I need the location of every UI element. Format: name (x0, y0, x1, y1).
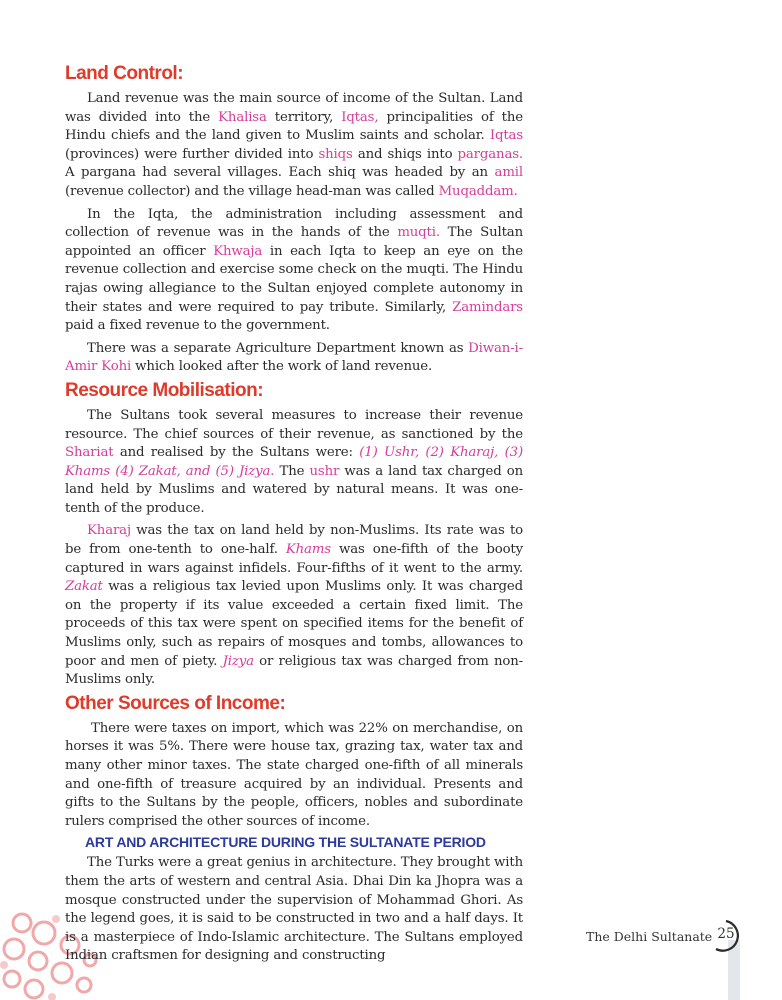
text-run: The Sultan appointed an officer (65, 225, 523, 259)
keyword-term: Iqtas (489, 128, 523, 144)
keyword-term: muqti. (397, 225, 440, 241)
paragraph (65, 854, 523, 966)
text-run: and shiqs into (352, 146, 458, 162)
text-run: A pargana had several villages. Each shiq was headed by an (65, 165, 495, 181)
text-run: territory, (266, 109, 342, 125)
section-subheading: ART AND ARCHITECTURE DURING THE SULTANATE PERIOD (85, 834, 486, 851)
text-run: and realised by the Sultans were: (113, 445, 360, 461)
text-run: The Sultans took several measures to increase their revenue resource. The chief sources of their revenue, as sanctioned by the (65, 407, 523, 442)
keyword-term: Khwaja (213, 243, 263, 259)
paragraph (65, 90, 523, 202)
text-run: The Turks were a great genius in architecture. They brought with them the arts of western and central Asia. Dhai Din ka Jhopra was a mosque constructed under the supervision of Mohammad Ghori. As the legend goes, it is said to be constructed in two and a half days. It is a masterpiece of Indo-Islamic architecture. The Sultans employed Indian craftsmen for designing and constructing (65, 855, 523, 964)
keyword-term: Shariat (65, 445, 114, 461)
section (65, 379, 523, 690)
text-run: in each Iqta to keep an eye on the revenue collection and exercise some check on the muqti. The Hindu rajas owing allegiance to the Sultan enjoyed complete autonomy in their states and were required to pay tribute. Similarly, (65, 243, 523, 315)
text-run: principalities of the Hindu chiefs and the land given to Muslim saints and scholar. (65, 109, 524, 144)
page-number: 25 (717, 926, 735, 942)
text-run: There were taxes on import, which was 22% on merchandise, on horses it was 5%. There were house tax, grazing tax, water tax and many other minor taxes. The state charged one-fifth of all minerals and one-fifth of treasure acquired by an individual. Presents and gifts to the Sultans by the people, officers, nobles and subordinate rulers comprised the other sources of income. (65, 720, 523, 829)
keyword-term: Diwan-i-Amir Kohi (65, 340, 523, 375)
text-run: (provinces) were further divided into (65, 146, 319, 162)
keyword-term: Iqtas, (341, 109, 379, 125)
paragraph (65, 206, 523, 336)
text-run: or religious tax was charged from non-Muslims only. (65, 653, 523, 688)
keyword-term: shiqs (318, 146, 353, 162)
paragraph (65, 340, 523, 377)
text-run: paid a fixed revenue to the government. (65, 318, 330, 334)
section (65, 833, 523, 966)
keyword-term: parganas. (457, 146, 523, 162)
text-run: was one-fifth of the booty captured in wars against infidels. Four-fifths of it went to the army. (65, 542, 523, 576)
keyword-term: Khams (285, 542, 331, 558)
text-run: The (274, 463, 310, 479)
text-run: was the tax on land held by non-Muslims. Its rate was to be from one-tenth to one-half. (65, 523, 523, 558)
section (65, 692, 523, 832)
text-run: was a religious tax levied upon Muslims only. It was charged on the property if its value exceeded a certain fixed limit. The proceeds of this tax were spent on specified items for the benefit of Muslims only, such as repairs of mosques and tombs, allowances to poor and men of piety. (65, 579, 523, 669)
keyword-term: Zamindars (452, 299, 523, 315)
keyword-term: Khalisa (218, 109, 267, 125)
text-run: which looked after the work of land revenue. (131, 359, 433, 375)
keyword-term: (1) Ushr, (2) Kharaj, (3) Khams (4) Zakat, and (5) Jizya. (65, 445, 524, 479)
keyword-term: Muqaddam. (438, 183, 518, 199)
section-heading: Other Sources of Income: (65, 692, 286, 714)
section (65, 62, 523, 377)
text-run: In the Iqta, the administration including assessment and collection of revenue was in the hands of the (65, 206, 523, 241)
keyword-term: ushr (309, 463, 340, 479)
keyword-term: amil (494, 165, 523, 181)
paragraph (65, 407, 523, 519)
keyword-term: Jizya (222, 653, 254, 669)
paragraph (65, 522, 523, 689)
text-run: (revenue collector) and the village head-man was called (65, 183, 439, 199)
paragraph (65, 720, 523, 832)
footer-book-title: The Delhi Sultanate (586, 929, 713, 944)
section-heading: Resource Mobilisation: (65, 379, 264, 401)
text-run: There was a separate Agriculture Department known as (87, 340, 469, 356)
keyword-term: Kharaj (87, 523, 131, 539)
text-run: was a land tax charged on land held by Muslims and watered by natural means. It was one-tenth of the produce. (65, 463, 523, 516)
page-content (65, 62, 523, 966)
section-heading: Land Control: (65, 63, 184, 84)
page-number-badge (708, 918, 744, 954)
keyword-term: Zakat (65, 579, 103, 595)
text-run: Land revenue was the main source of income of the Sultan. Land was divided into the (65, 91, 523, 125)
